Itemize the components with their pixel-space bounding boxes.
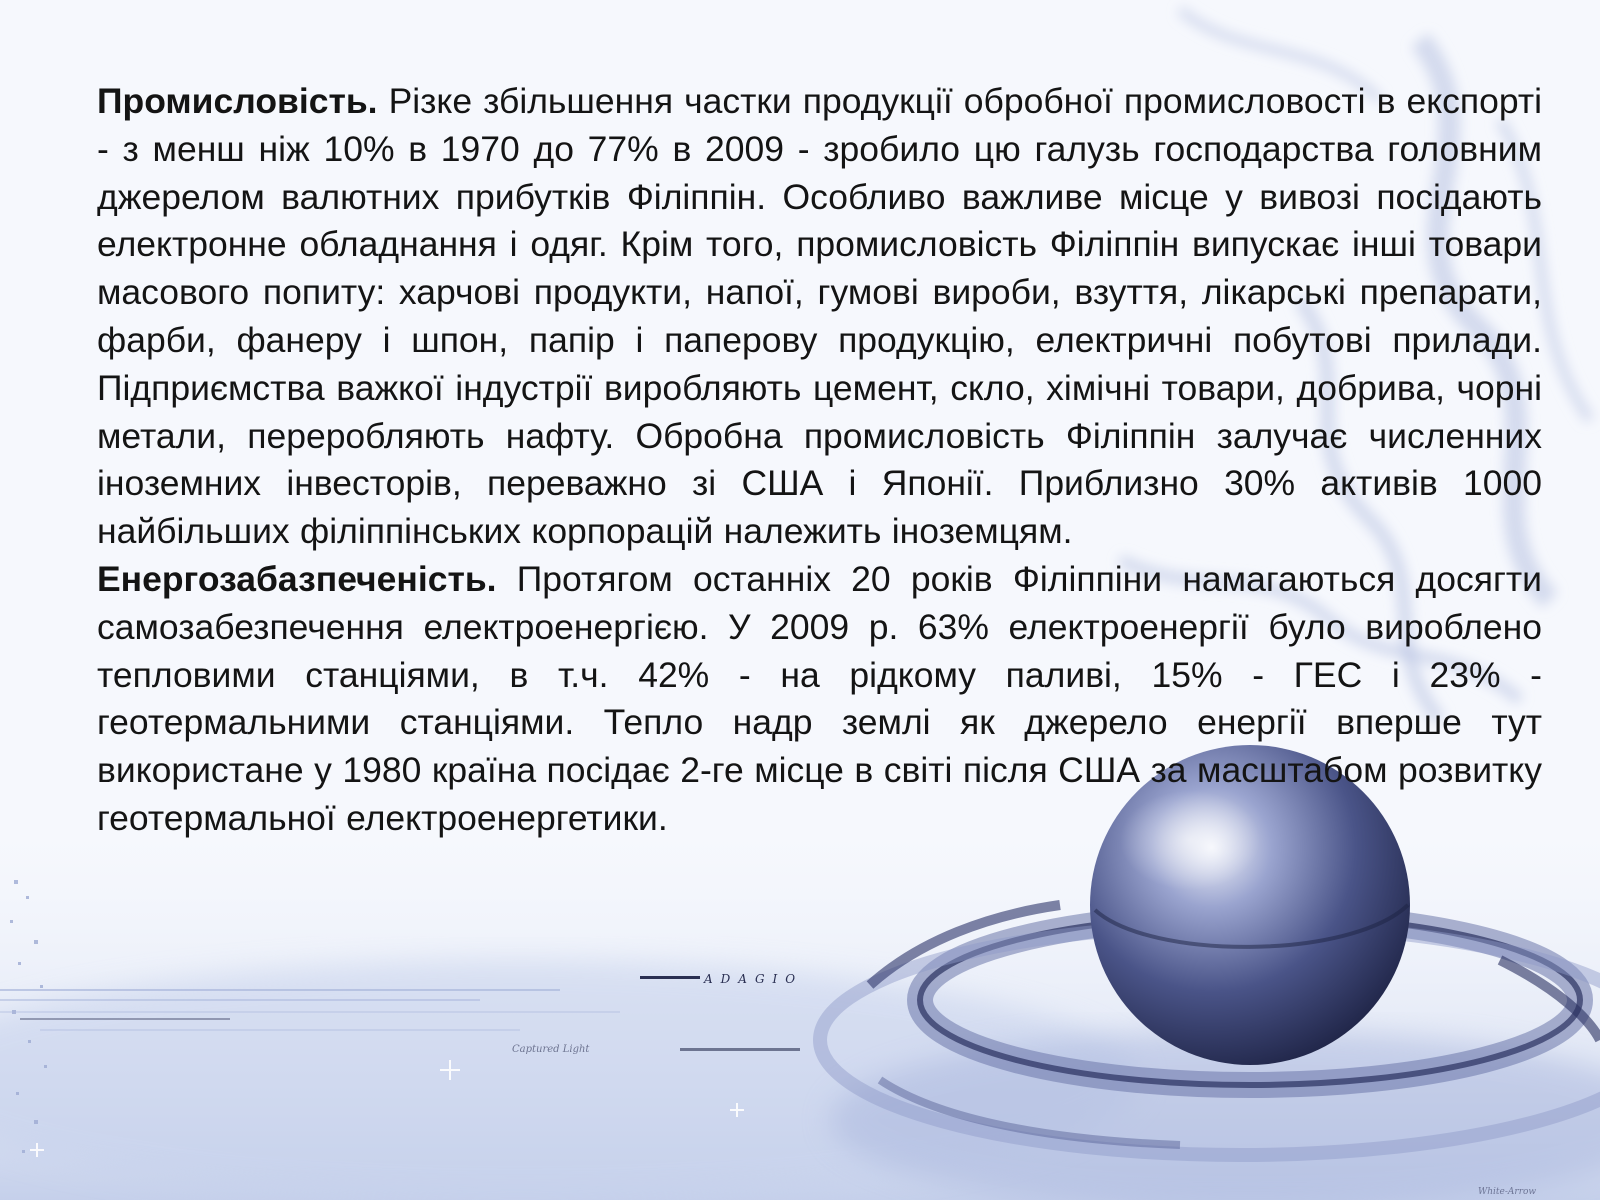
heading-energy: Енергозабазпеченість. [97, 558, 497, 599]
body-industry: Різке збільшення частки продукції обробної промисловості в експорті - з менш ніж 10% в 1970 до 77% в 2009 - зробило цю галузь господарства головним джерелом валютних прибутків Філіппін. Особливо важливе місце у вивозі посідають електронне обладнання і одяг. Крім того, промисловість Філіппін випускає інші товари масового попиту: харчові продукти, напої, гумові вироби, взуття, лікарські препарати, фарби, фанеру і шпон, папір і паперову продукцію, електричні побутові прилади. Підприємства важкої індустрії виробляють цемент, скло, хімічні товари, добрива, чорні метали, переробляють нафту. Обробна промисловість Філіппін залучає численних іноземних інвесторів, переважно зі США і Японії. Приблизно 30% активів 1000 найбільших філіппінських корпорацій належить іноземцям. [97, 81, 1542, 552]
body-energy: Протягом останніх 20 років Філіппіни намагаються досягти самозабезпечення електроенергією. У 2009 р. 63% електроенергії було вироблено тепловими станціями, в т.ч. 42% - на рідкому паливі, 15% - ГЕС і 23% - геотермальними станціями. Тепло надр землі як джерело енергії вперше тут використане у 1980 країна посідає 2-ге місце в світі після США за масштабом розвитку геотермальної електроенергетики. [97, 558, 1543, 838]
heading-industry: Промисловість. [97, 81, 378, 121]
paragraph-energy [97, 556, 1542, 843]
white-arrow-text: White-Arrow [1478, 1187, 1537, 1197]
slide-text-block [97, 78, 1542, 843]
brand-adagio-text: ADAGIO [704, 972, 804, 986]
captured-light-text: Captured Light [512, 1044, 590, 1055]
paragraph-industry [97, 78, 1542, 556]
